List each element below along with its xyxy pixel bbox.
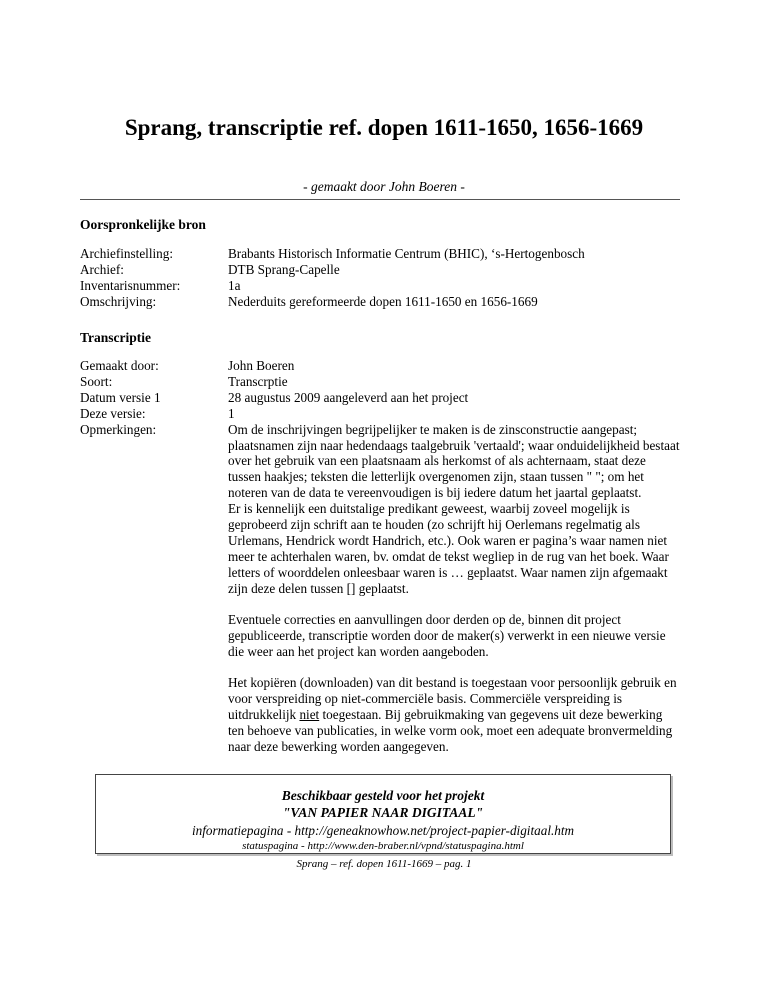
bron-heading: Oorspronkelijke bron — [80, 217, 206, 232]
bron-row — [80, 278, 680, 294]
bron-table — [80, 246, 680, 310]
transcriptie-value: 1 — [228, 405, 235, 421]
transcriptie-label: Opmerkingen: — [80, 421, 157, 437]
opmerkingen-value — [228, 422, 680, 597]
transcriptie-label: Soort: — [80, 373, 113, 389]
transcriptie-value: 28 augustus 2009 aangeleverd aan het project — [228, 389, 469, 405]
bron-row — [80, 246, 680, 262]
bron-value: DTB Sprang-Capelle — [228, 261, 340, 277]
bron-value: Nederduits gereformeerde dopen 1611-1650 en 1656-1669 — [228, 293, 538, 309]
bron-label: Inventarisnummer: — [80, 277, 181, 293]
project-line2: "VAN PAPIER NAAR DIGITAAL" — [282, 805, 484, 820]
transcriptie-row — [80, 406, 680, 422]
page-subtitle: - gemaakt door John Boeren - — [303, 179, 465, 194]
opmerkingen-extra: Er is kennelijk een duitstalige predikant geweest, waarbij zoveel mogelijk is geprobeerd zijn schrift aan te houden (zo schrijft hij Oerlemans regelmatig als Urlemans, Hendrick wordt Handrich, etc.). Ook waren er pagina’s waar namen niet meer te achterhalen waren, bv. omdat de tekst wegliep in de rug van het boek. Waar letters of woorddelen onleesbaar waren is … geplaatst. Waar namen zijn afgemaakt zijn deze delen tussen [] geplaatst. — [228, 501, 669, 596]
opmerkingen-text: Om de inschrijvingen begrijpelijker te maken is de zinsconstructie aangepast; plaatsnamen zijn naar hedendaags taalgebruik 'vertaald'; waar onduidelijkheid bestaat over het gebruik van een plaatsnaam als herkomst of als achternaam, staat deze tussen haakjes; teksten die letterlijk overgenomen zijn, staan tussen " "; om het noteren van de data te vereenvoudigen is bij iedere datum het jaartal geplaatst. — [228, 421, 680, 501]
transcriptie-row — [80, 374, 680, 390]
copyright-paragraph — [228, 675, 680, 755]
page-title: Sprang, transcriptie ref. dopen 1611-1650, 1656-1669 — [124, 115, 644, 140]
project-box — [95, 774, 671, 854]
project-line1: Beschikbaar gesteld voor het projekt — [281, 788, 485, 803]
page-footer: Sprang – ref. dopen 1611-1669 – pag. 1 — [296, 858, 472, 870]
copyright-niet: niet — [299, 706, 320, 722]
bron-label: Archiefinstelling: — [80, 246, 174, 261]
copyright-text-end: toegestaan. Bij gebruikmaking van gegevens uit deze bewerking ten behoeve van publicaties, in welke vorm ook, moet een adequate bronvermelding naar deze bewerking worden aangegeven. — [228, 706, 673, 754]
informatiepagina-link[interactable]: informatiepagina - http://geneaknowhow.net/project-papier-digitaal.htm — [191, 823, 575, 838]
transcriptie-label: Datum versie 1 — [80, 389, 161, 405]
header-divider — [80, 199, 680, 200]
transcriptie-table — [80, 358, 680, 597]
transcriptie-heading: Transcriptie — [80, 330, 151, 345]
corrections-paragraph: Eventuele correcties en aanvullingen door derden op de, binnen dit project gepubliceerde, transcriptie worden door de maker(s) verwerkt in een nieuwe versie die weer aan het project kan worden aangeboden. — [228, 612, 666, 659]
bron-row — [80, 294, 680, 310]
transcriptie-label: Deze versie: — [80, 405, 146, 421]
transcriptie-row — [80, 358, 680, 374]
bron-value: 1a — [228, 277, 241, 293]
transcriptie-row — [80, 390, 680, 406]
transcriptie-value: Transcrptie — [228, 373, 288, 389]
bron-label: Omschrijving: — [80, 293, 157, 309]
bron-label: Archief: — [80, 261, 124, 277]
bron-row — [80, 262, 680, 278]
transcriptie-value: John Boeren — [228, 358, 295, 373]
copyright-text: Het kopiëren (downloaden) van dit bestand is toegestaan voor persoonlijk gebruik en voor verspreiding op niet-commerciële basis. Commerciële verspreiding is uitdrukkelijk — [228, 675, 677, 722]
transcriptie-row — [80, 422, 680, 597]
bron-value: Brabants Historisch Informatie Centrum (BHIC), ‘s-Hertogenbosch — [228, 246, 585, 261]
project-box-title — [96, 787, 670, 821]
statuspagina-link[interactable]: statuspagina - http://www.den-braber.nl/vpnd/statuspagina.html — [242, 840, 524, 852]
transcriptie-label: Gemaakt door: — [80, 358, 159, 373]
